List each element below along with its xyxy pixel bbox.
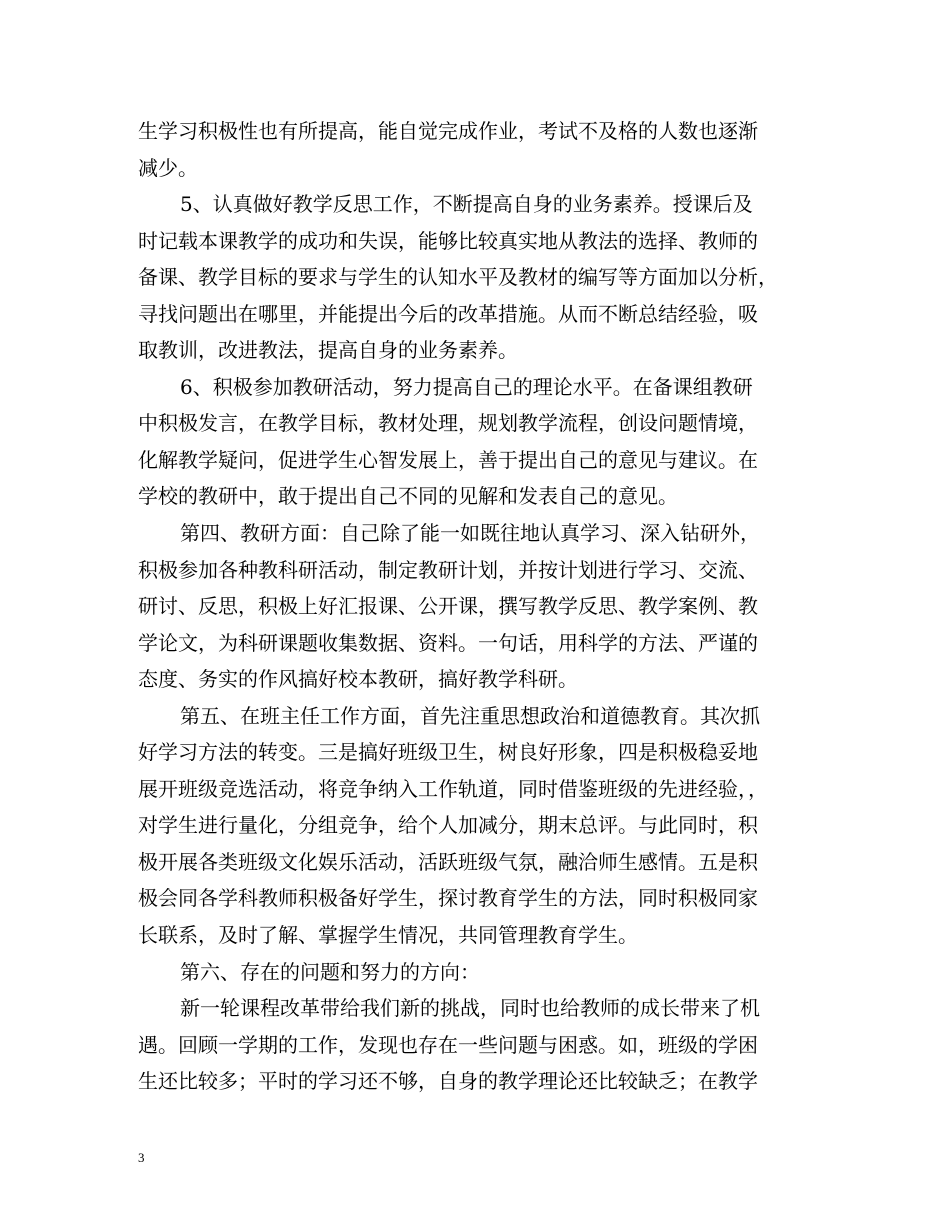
text-line: 长联系，及时了解、掌握学生情况，共同管理教育学生。 [138, 923, 638, 948]
text-line: 寻找问题出在哪里，并能提出今后的改革措施。从而不断总结经验，吸 [138, 301, 758, 326]
text-line: 极开展各类班级文化娱乐活动，活跃班级气氛，融洽师生感情。五是积 [138, 849, 758, 874]
text-line: 好学习方法的转变。三是搞好班级卫生，树良好形象，四是积极稳妥地 [138, 740, 758, 765]
text-line: 化解教学疑问，促进学生心智发展上，善于提出自己的意见与建议。在 [138, 447, 758, 472]
text-line: 时记载本课教学的成功和失误，能够比较真实地从教法的选择、教师的 [138, 228, 758, 253]
text-line: 学校的教研中，敢于提出自己不同的见解和发表自己的意见。 [138, 484, 678, 509]
text-line: 生学习积极性也有所提高，能自觉完成作业，考试不及格的人数也逐渐 [138, 119, 758, 143]
text-line: 取教训，改进教法，提高自身的业务素养。 [138, 338, 518, 363]
text-line: 中积极发言，在教学目标，教材处理，规划教学流程，创设问题情境， [138, 411, 758, 436]
text-line: 5、认真做好教学反思工作，不断提高自身的业务素养。授课后及 [180, 192, 753, 217]
text-line: 新一轮课程改革带给我们新的挑战，同时也给教师的成长带来了机 [180, 996, 760, 1021]
text-line: 展开班级竞选活动，将竞争纳入工作轨道，同时借鉴班级的先进经验，， [138, 776, 768, 801]
text-line: 对学生进行量化，分组竞争，给个人加减分，期末总评。与此同时，积 [138, 813, 758, 838]
text-line: 学论文，为科研课题收集数据、资料。一句话，用科学的方法、严谨的 [138, 630, 758, 655]
text-line: 6、积极参加教研活动，努力提高自己的理论水平。在备课组教研 [180, 374, 753, 399]
text-line: 第六、存在的问题和努力的方向： [180, 959, 480, 984]
text-line: 第五、在班主任工作方面，首先注重思想政治和道德教育。其次抓 [180, 703, 760, 728]
text-line: 生还比较多；平时的学习还不够，自身的教学理论还比较缺乏；在教学 [138, 1069, 758, 1094]
text-line: 遇。回顾一学期的工作，发现也存在一些问题与困惑。如，班级的学困 [138, 1032, 758, 1057]
document-body [138, 113, 818, 1100]
text-line: 积极参加各种教科研活动，制定教研计划，并按计划进行学习、交流、 [138, 557, 758, 582]
text-line: 研讨、反思，积极上好汇报课、公开课，撰写教学反思、教学案例、教 [138, 594, 758, 619]
text-line: 备课、教学目标的要求与学生的认知水平及教材的编写等方面加以分析， [138, 265, 778, 290]
page-number: 3 [138, 1150, 145, 1165]
text-line: 第四、教研方面：自己除了能一如既往地认真学习、深入钻研外， [180, 521, 760, 546]
text-line: 减少。 [138, 155, 198, 180]
text-line: 极会同各学科教师积极备好学生，探讨教育学生的方法，同时积极同家 [138, 886, 758, 911]
text-line: 态度、务实的作风搞好校本教研，搞好教学科研。 [138, 667, 578, 692]
